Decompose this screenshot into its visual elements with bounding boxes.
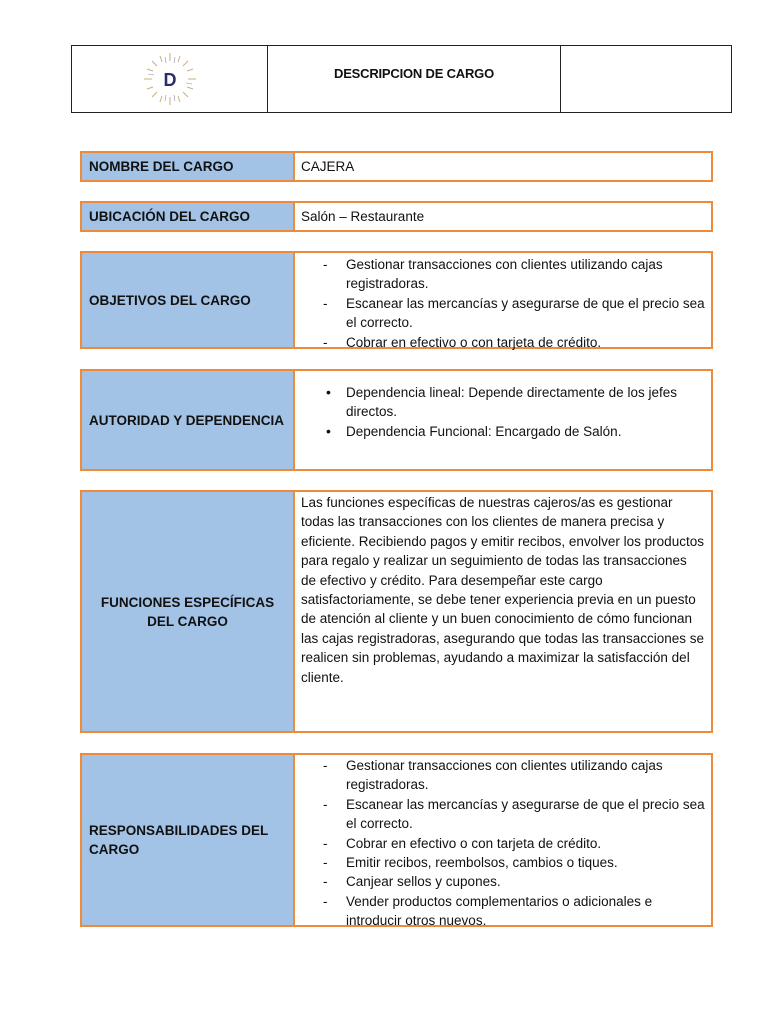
responsabilidades-content — [295, 755, 711, 929]
responsabilidades-label: RESPONSABILIDADES DEL CARGO — [82, 755, 295, 925]
funciones-especificas-label: FUNCIONES ESPECÍFICAS DEL CARGO — [82, 492, 295, 731]
row-nombre-cargo — [80, 151, 713, 182]
list-item: • Dependencia lineal: Depende directamente de los jefes directos. — [301, 383, 705, 422]
autoridad-dependencia-content — [295, 371, 711, 469]
ubicacion-cargo-value: Salón – Restaurante — [301, 208, 425, 224]
nombre-cargo-label: NOMBRE DEL CARGO — [82, 153, 295, 180]
logo-cell — [72, 46, 268, 112]
logo-letter: D — [163, 70, 176, 90]
list-item: • Dependencia Funcional: Encargado de Salón. — [301, 422, 705, 441]
responsabilidades-list — [301, 756, 705, 931]
list-item: - Vender productos complementarios o adicionales e introducir otros nuevos. — [301, 892, 705, 931]
autoridad-dependencia-label: AUTORIDAD Y DEPENDENCIA — [82, 371, 295, 469]
nombre-cargo-value: CAJERA — [301, 158, 355, 174]
row-objetivos-cargo — [80, 251, 713, 349]
list-item: - Gestionar transacciones con clientes utilizando cajas registradoras. — [301, 756, 705, 795]
header-blank-cell — [561, 46, 731, 112]
row-ubicacion-cargo — [80, 201, 713, 232]
list-item: - Escanear las mercancías y asegurarse de que el precio sea el correcto. — [301, 795, 705, 834]
autoridad-list — [301, 383, 705, 441]
funciones-especificas-text: Las funciones específicas de nuestras cajeros/as es gestionar todas las transacciones con los clientes de manera precisa y eficiente. Recibiendo pagos y emitir recibos, envolver los productos para regalo y realizar un seguimiento de todas las transacciones de efectivo y crédito. Para desempeñar este cargo satisfactoriamente, se debe tener experiencia previa en un puesto de atención al cliente y un buen conocimiento de cómo funcionan las cajas registradoras, asegurando que todas las transacciones se realicen sin problemas, ayudando a maximizar la satisfacción del cliente. — [301, 495, 704, 685]
list-item: - Cobrar en efectivo o con tarjeta de crédito. — [301, 333, 705, 352]
row-autoridad-dependencia — [80, 369, 713, 471]
row-responsabilidades — [80, 753, 713, 927]
list-item: - Gestionar transacciones con clientes utilizando cajas registradoras. — [301, 255, 705, 294]
list-item: - Emitir recibos, reembolsos, cambios o tiques. — [301, 853, 705, 872]
row-funciones-especificas — [80, 490, 713, 733]
company-logo — [138, 47, 202, 111]
list-item: - Escanear las mercancías y asegurarse de que el precio sea el correcto. — [301, 294, 705, 333]
objetivos-cargo-content — [295, 253, 711, 350]
document-title: DESCRIPCION DE CARGO — [268, 46, 561, 112]
list-item: - Canjear sellos y cupones. — [301, 872, 705, 891]
document-header — [71, 45, 732, 113]
objetivos-list — [301, 255, 705, 352]
objetivos-cargo-label: OBJETIVOS DEL CARGO — [82, 253, 295, 347]
list-item: - Cobrar en efectivo o con tarjeta de crédito. — [301, 834, 705, 853]
ubicacion-cargo-label: UBICACIÓN DEL CARGO — [82, 203, 295, 230]
